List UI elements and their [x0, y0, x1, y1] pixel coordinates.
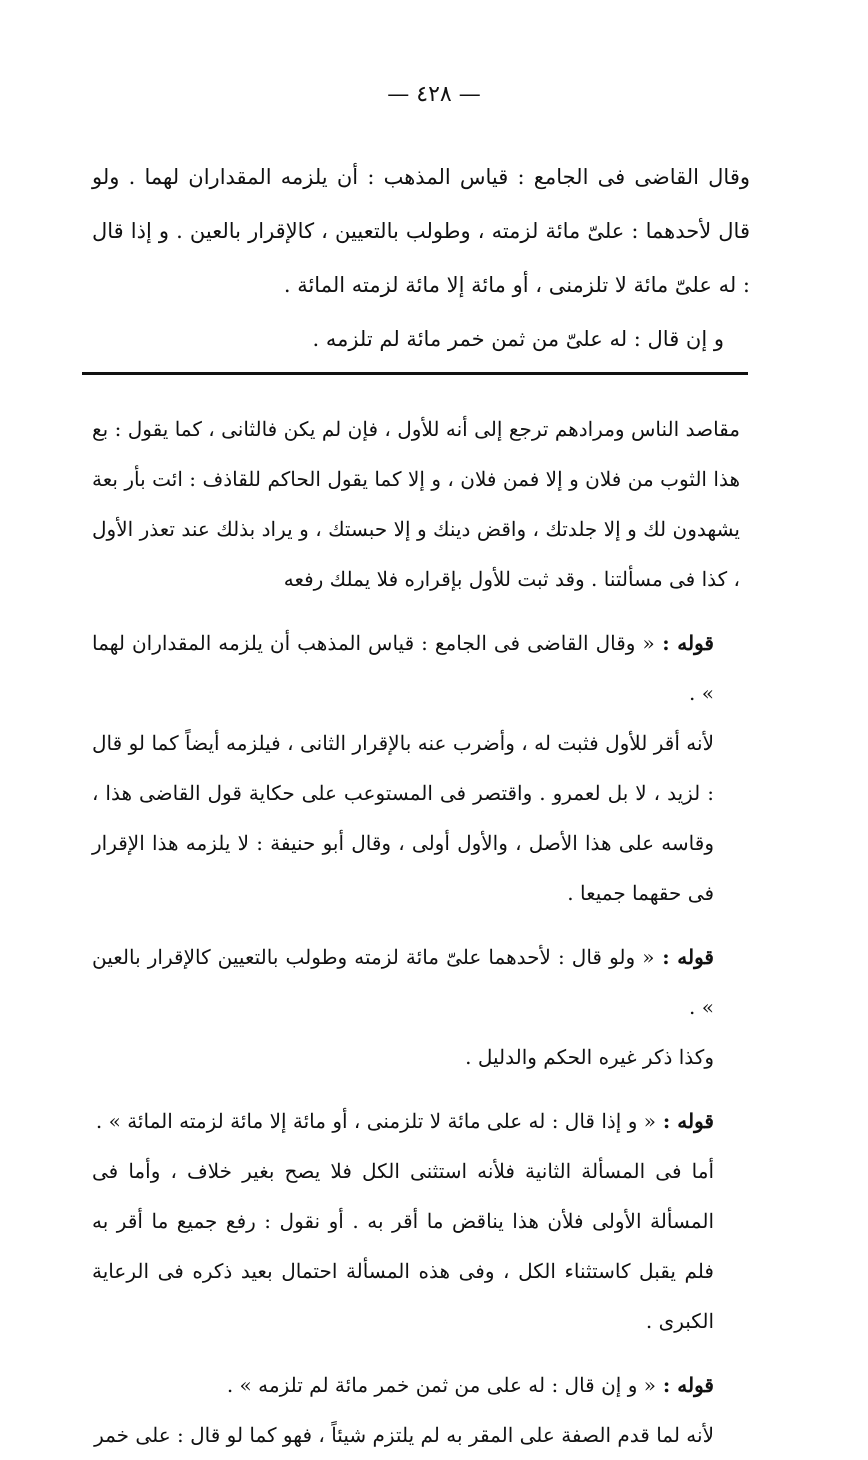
quote-text: « و إذا قال : له على مائة لا تلزمنى ، أو مائة إلا مائة لزمته المائة » . — [95, 1109, 656, 1133]
commentary-paragraph-5: لأنه لما قدم الصفة على المقر به لم يلتزم شيئاً ، فهو كما لو قال : على خمر — [94, 1423, 714, 1447]
commentary-paragraph-3: وكذا ذكر غيره الحكم والدليل . — [465, 1045, 714, 1069]
commentary-text — [92, 404, 740, 1460]
quote-label: قوله : — [655, 1373, 714, 1397]
commentary-quote-3 — [92, 1096, 740, 1146]
quote-label: قوله : — [655, 1109, 714, 1133]
main-paragraph-2: و إن قال : له علىّ من ثمن خمر مائة لم تلزمه . — [312, 327, 724, 351]
quote-text: « و إن قال : له على من ثمن خمر مائة لم تلزمه » . — [226, 1373, 656, 1397]
quote-label: قوله : — [654, 631, 714, 655]
commentary-quote-1 — [92, 618, 740, 718]
quote-text: « ولو قال : لأحدهما علىّ مائة لزمته وطولب بالتعيين كالإقرار بالعين » . — [92, 945, 714, 1019]
commentary-quote-4 — [92, 1360, 740, 1410]
main-paragraph-1: وقال القاضى فى الجامع : قياس المذهب : أن يلزمه المقداران لهما . ولو قال لأحدهما : علىّ مائة لزمته ، وطولب بالتعيين ، كالإقرار بالعين . و إذا قال : له علىّ مائة لا تلزمنى ، أو مائة إلا مائة لزمته المائة . — [92, 165, 750, 297]
main-text — [92, 150, 750, 366]
quote-text: « وقال القاضى فى الجامع : قياس المذهب أن يلزمه المقداران لهما » . — [92, 631, 714, 705]
commentary-paragraph-4: أما فى المسألة الثانية فلأنه استثنى الكل فلا يصح بغير خلاف ، وأما فى المسألة الأولى فلأن هذا يناقض ما أقر به . أو نقول : رفع جميع ما أقر به فلم يقبل كاستثناء الكل ، وفى هذه المسألة احتمال بعيد ذكره فى الرعاية الكبرى . — [92, 1159, 714, 1333]
commentary-paragraph-1: مقاصد الناس ومرادهم ترجع إلى أنه للأول ، فإن لم يكن فالثانى ، كما يقول : بع هذا الثوب من فلان و إلا فمن فلان ، و إلا كما يقول الحاكم للقاذف : ائت بأر بعة يشهدون لك و إلا جلدتك ، واقض دينك و إلا حبستك ، و يراد بذلك عند تعذر الأول ، كذا فى مسألتنا . وقد ثبت للأول بإقراره فلا يملك رفعه — [92, 417, 740, 591]
page-number: — ٤٢٨ — — [387, 82, 481, 107]
commentary-quote-2 — [92, 932, 740, 1032]
quote-label: قوله : — [654, 945, 714, 969]
commentary-paragraph-2: لأنه أقر للأول فثبت له ، وأضرب عنه بالإقرار الثانى ، فيلزمه أيضاً كما لو قال : لزيد ، لا بل لعمرو . واقتصر فى المستوعب على حكاية قول القاضى هذا ، وقاسه على هذا الأصل ، والأول أولى ، وقال أبو حنيفة : لا يلزمه هذا الإقرار فى حقهما جميعا . — [92, 731, 714, 905]
section-divider — [82, 372, 748, 375]
